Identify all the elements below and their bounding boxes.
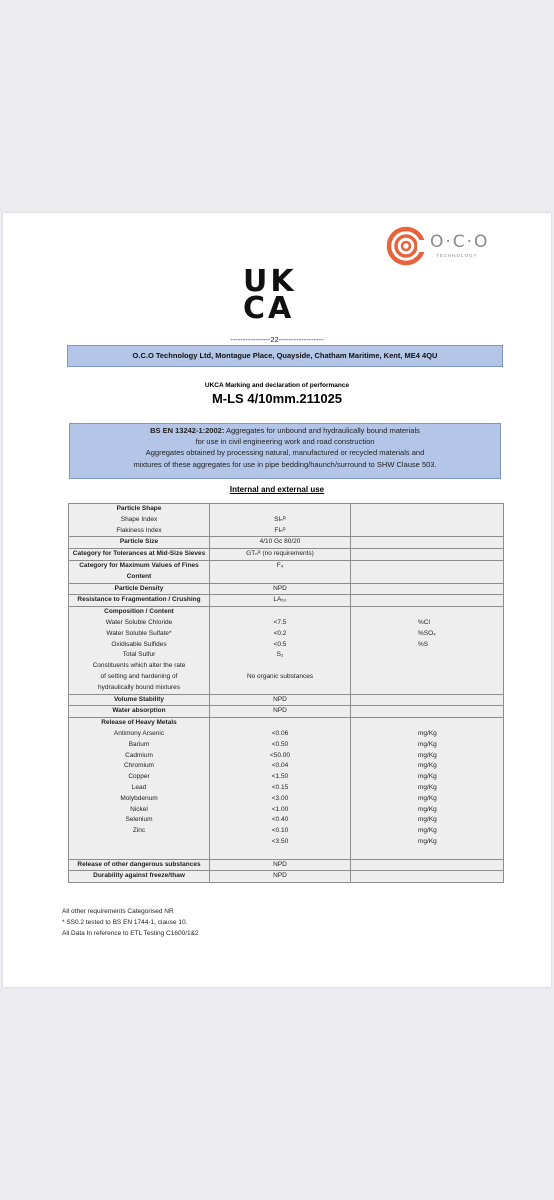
- property-cell: [69, 694, 210, 706]
- property-cell: [69, 718, 210, 859]
- unit-cell: [351, 537, 504, 549]
- value-item: <3.50: [271, 837, 289, 845]
- property-item: Barium: [128, 740, 150, 748]
- table-row: [69, 871, 504, 883]
- unit-cell: [351, 871, 504, 883]
- table-row: [69, 595, 504, 607]
- unit-cell: [351, 694, 504, 706]
- unit-item: [418, 650, 501, 661]
- unit-cell: [351, 718, 504, 859]
- property-cell: [69, 583, 210, 595]
- property-cell: [69, 607, 210, 694]
- unit-item: %S: [418, 640, 429, 648]
- property-heading: Particle Shape: [116, 505, 162, 512]
- unit-item: mg/Kg: [418, 740, 437, 748]
- value-item: <0.04: [271, 762, 289, 770]
- property-item: Selenium: [125, 816, 153, 824]
- value-item: <1.00: [271, 805, 289, 813]
- property-heading: Resistance to Fragmentation / Crushing: [77, 596, 201, 604]
- value-item: NPD: [273, 860, 287, 868]
- property-heading: Volume Stability: [113, 695, 165, 703]
- property-item: Constituents which alter the rate: [92, 662, 186, 670]
- property-item: Molybdenum: [120, 794, 158, 802]
- document-page: [3, 213, 551, 987]
- value-item: NPD: [273, 707, 287, 715]
- value-cell: [210, 504, 351, 537]
- property-heading: Composition / Content: [104, 608, 174, 616]
- unit-cell: [351, 706, 504, 718]
- value-item: <3.00: [271, 794, 289, 802]
- value-cell: [210, 871, 351, 883]
- unit-item: mg/Kg: [418, 837, 437, 845]
- value-item: S₂: [276, 651, 284, 659]
- ukca-mark: [243, 264, 303, 326]
- property-heading: Particle Size: [119, 538, 159, 546]
- property-cell: [69, 859, 210, 871]
- property-cell: [69, 871, 210, 883]
- property-item: hydraulically bound mixtures: [97, 683, 180, 691]
- value-item: <0.40: [271, 816, 289, 824]
- value-item: SIₙᴿ: [274, 515, 286, 523]
- value-cell: [210, 537, 351, 549]
- value-item: <0.50: [271, 740, 289, 748]
- unit-item: %SO₄: [418, 629, 436, 637]
- value-cell: [210, 859, 351, 871]
- property-item: of setting and hardening of: [100, 672, 178, 680]
- property-cell: [69, 549, 210, 561]
- value-item: No organic substances: [246, 672, 314, 680]
- property-heading: Particle Density: [114, 584, 164, 592]
- unit-item: mg/Kg: [418, 729, 437, 737]
- table-row: [69, 706, 504, 718]
- property-heading: Water absorption: [112, 707, 166, 715]
- unit-cell: [351, 583, 504, 595]
- unit-item: mg/Kg: [418, 805, 437, 813]
- notified-body-ref: ----------------22------------------: [230, 335, 324, 344]
- unit-cell: [351, 859, 504, 871]
- value-cell: [210, 560, 351, 583]
- table-row: [69, 694, 504, 706]
- value-cell: [210, 595, 351, 607]
- value-item: GTₙᴿ (no requirements): [246, 550, 314, 558]
- unit-item: [418, 718, 501, 729]
- unit-item: [418, 607, 501, 618]
- standard-code: BS EN 13242-1:2002:: [150, 426, 225, 435]
- product-code: M-LS 4/10mm.211025: [211, 391, 343, 406]
- property-item: Zinc: [132, 827, 146, 835]
- value-item: <1.50: [271, 773, 289, 781]
- value-item: [212, 718, 348, 729]
- value-item: [212, 607, 348, 618]
- value-cell: [210, 607, 351, 694]
- value-item: LA₅₀: [273, 596, 287, 604]
- property-item: Shape Index: [120, 515, 158, 523]
- table-row: [69, 549, 504, 561]
- oco-logo: [386, 226, 496, 266]
- unit-cell: [351, 549, 504, 561]
- property-heading: Release of Heavy Metals: [101, 719, 177, 727]
- unit-item: mg/Kg: [418, 827, 437, 835]
- property-heading: Release of other dangerous substances: [77, 860, 201, 868]
- property-cell: [69, 537, 210, 549]
- property-item: Nickel: [130, 805, 148, 813]
- value-item: NPD: [273, 584, 287, 592]
- declaration-title: UKCA Marking and declaration of performance: [204, 382, 350, 389]
- property-item: [71, 848, 207, 859]
- unit-item: mg/Kg: [418, 751, 437, 759]
- footnotes: [62, 907, 199, 939]
- value-item: F₄: [276, 561, 284, 569]
- table-row: [69, 718, 504, 859]
- property-item: Water Soluble Chloride: [105, 618, 173, 626]
- standard-line-4: mixtures of these aggregates for use in pipe bedding/haunch/surround to SHW Clause 503.: [133, 459, 437, 469]
- value-item: 4/10 Gc 80/20: [259, 538, 301, 546]
- value-item: <0.15: [271, 783, 289, 791]
- property-cell: [69, 504, 210, 537]
- value-item: <7.5: [273, 618, 287, 626]
- value-item: [212, 848, 348, 859]
- standard-desc: Aggregates for unbound and hydraulically bound materials: [224, 426, 420, 435]
- unit-item: [418, 661, 501, 672]
- unit-item: [418, 683, 501, 694]
- property-item: Total Sulfur: [122, 651, 156, 659]
- table-row: [69, 607, 504, 694]
- footnote: All other requirements Categorised NR: [62, 908, 174, 915]
- table-row: [69, 504, 504, 537]
- performance-table: [68, 503, 504, 883]
- footnote: * SS0.2 tested to BS EN 1744-1, clause 10.: [62, 918, 188, 926]
- value-item: [212, 661, 348, 672]
- table-row: [69, 859, 504, 871]
- unit-item: mg/Kg: [418, 816, 437, 824]
- value-item: <50.00: [269, 751, 291, 759]
- property-item: Chromium: [124, 762, 154, 770]
- table-row: [69, 560, 504, 583]
- value-item: FIₙᴿ: [274, 526, 286, 534]
- company-address: O.C.O Technology Ltd, Montague Place, Quayside, Chatham Maritime, Kent, ME4 4QU: [67, 345, 503, 367]
- value-cell: [210, 549, 351, 561]
- value-cell: [210, 706, 351, 718]
- use-title: Internal and external use: [229, 485, 325, 494]
- logo-subtitle: TECHNOLOGY: [436, 253, 478, 258]
- property-item: Oxidisable Sulfides: [111, 640, 167, 648]
- unit-cell: [351, 504, 504, 537]
- property-heading: Category for Tolerances at Mid-Size Sieves: [72, 550, 206, 558]
- logo-wordmark: O·C·O: [430, 232, 490, 252]
- value-item: [212, 683, 348, 694]
- value-cell: [210, 694, 351, 706]
- value-item: <0.10: [271, 827, 289, 835]
- value-item: <0.06: [271, 729, 289, 737]
- value-cell: [210, 718, 351, 859]
- property-item: Cadmium: [125, 751, 153, 759]
- property-item: Antimony Arsenic: [113, 729, 165, 737]
- property-heading: Category for Maximum Values of Fines Content: [79, 561, 199, 580]
- value-item: NPD: [273, 695, 287, 703]
- unit-item: mg/Kg: [418, 794, 437, 802]
- footnote: All Data In reference to ETL Testing C1600/1&2: [62, 929, 199, 937]
- property-item: Copper: [128, 773, 150, 781]
- property-cell: [69, 706, 210, 718]
- unit-cell: [351, 560, 504, 583]
- ukca-mark-top: UK: [243, 264, 297, 299]
- property-cell: [69, 595, 210, 607]
- value-item: [212, 504, 348, 515]
- unit-item: mg/Kg: [418, 773, 437, 781]
- unit-cell: [351, 607, 504, 694]
- unit-item: mg/Kg: [418, 762, 437, 770]
- unit-item: %Cl: [418, 618, 430, 626]
- ukca-mark-bottom: CA: [243, 291, 295, 326]
- value-item: <0.2: [273, 629, 287, 637]
- value-cell: [210, 583, 351, 595]
- property-item: Flakiness Index: [116, 526, 162, 534]
- property-cell: [69, 560, 210, 583]
- table-row: [69, 583, 504, 595]
- standard-box: [69, 423, 501, 479]
- unit-item: mg/Kg: [418, 783, 437, 791]
- property-item: Lead: [131, 783, 147, 791]
- table-row: [69, 537, 504, 549]
- property-item: [71, 837, 207, 848]
- oco-logo-icon: [386, 226, 428, 266]
- unit-cell: [351, 595, 504, 607]
- unit-item: [418, 848, 501, 859]
- value-item: <0.5: [273, 640, 287, 648]
- value-item: NPD: [273, 872, 287, 880]
- property-heading: Durability against freeze/thaw: [93, 872, 185, 880]
- unit-item: [418, 672, 501, 683]
- property-item: Water Soluble Sulfate*: [106, 629, 172, 637]
- standard-line-2: for use in civil engineering work and road construction: [195, 437, 375, 447]
- standard-line-3: Aggregates obtained by processing natural, manufactured or recycled materials and: [145, 448, 425, 458]
